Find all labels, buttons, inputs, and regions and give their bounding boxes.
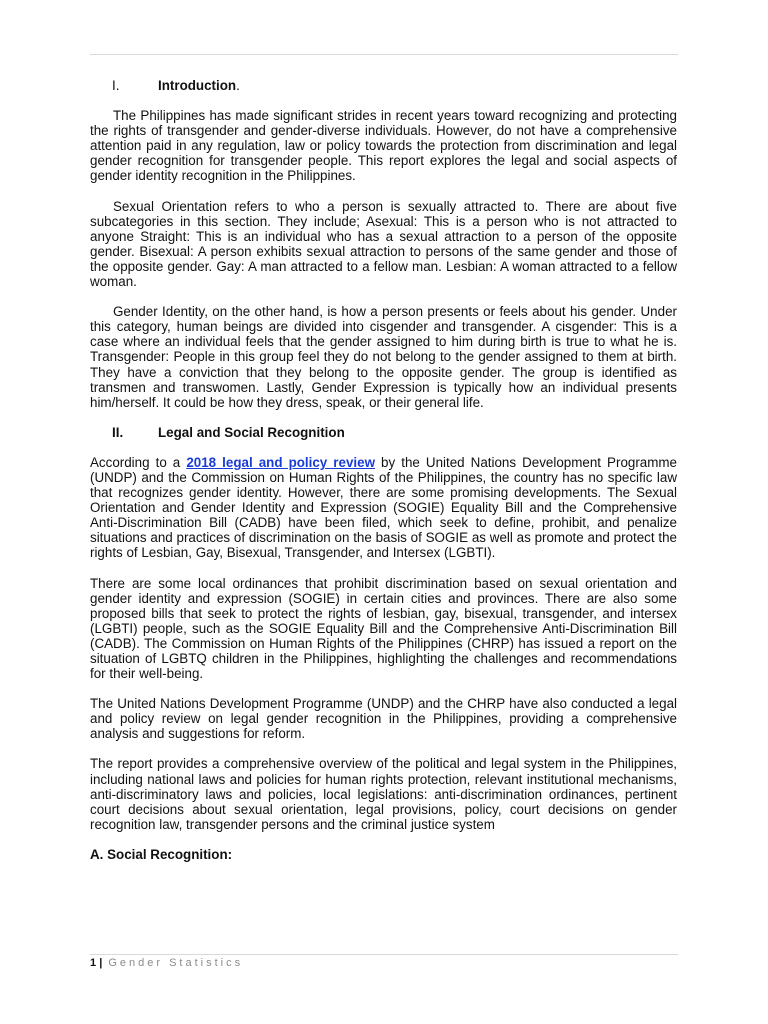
footer-rule: [90, 954, 678, 955]
section-number: II.: [112, 424, 124, 440]
paragraph: The United Nations Development Programme (UNDP) and the CHRP have also conducted a legal and policy review on legal gender recognition in the Philippines, providing a comprehensive analysis and suggestions for reform.: [90, 696, 677, 742]
paragraph: [90, 455, 677, 561]
section-title-suffix: .: [236, 78, 240, 93]
paragraph: The Philippines has made significant strides in recent years toward recognizing and protecting the rights of transgender and gender-diverse individuals. However, do not have a comprehensive attention paid in any regulation, law or policy towards the protection from discrimination and legal gender recognition for transgender people. This report explores the legal and social aspects of gender identity recognition in the Philippines.: [90, 108, 677, 184]
page-number: 1: [90, 957, 97, 969]
section-heading-legal-social: [90, 425, 677, 440]
paragraph-text: by the United Nations Development Programme (UNDP) and the Commission on Human Rights of the Philippines, the country has no specific law that recognizes gender identity. However, there are some promising developments. The Sexual Orientation and Gender Identity and Expression (SOGIE) Equality Bill and the Comprehensive Anti-Discrimination Bill (CADB) have been filed, which seek to define, prohibit, and penalize situations and practices of discrimination on the basis of SOGIE as well as promote and protect the rights of Lesbian, Gay, Bisexual, Transgender, and Intersex (LGBTI).: [90, 454, 677, 561]
paragraph: Sexual Orientation refers to who a person is sexually attracted to. There are about five subcategories in this section. They include; Asexual: This is a person who is not attracted to anyone Straight: This is an individual who has a sexual attraction to a person of the opposite gender. Bisexual: A person exhibits sexual attraction to persons of the same gender and those of the opposite gender. Gay: A man attracted to a fellow man. Lesbian: A woman attracted to a fellow woman.: [90, 198, 677, 290]
subsection-heading: A. Social Recognition:: [90, 846, 233, 862]
section-title: Legal and Social Recognition: [158, 424, 345, 440]
section-title: Introduction: [158, 78, 237, 93]
footer-text: Gender Statistics: [108, 957, 244, 969]
paragraph: Gender Identity, on the other hand, is how a person presents or feels about his gender. Under this category, human beings are divided into cisgender and transgender. A cisgender: This is a case where an individual feels that the gender assigned to him during birth is true to what he is. Transgender: People in this group feel they do not belong to the gender assigned to them at birth. They have a conviction that they belong to the opposite gender. The group is identified as transmen and transwomen. Lastly, Gender Expression is typically how an individual presents him/herself. It could be how they dress, speak, or their general life.: [90, 304, 677, 410]
page-footer: [90, 957, 243, 969]
header-rule: [90, 54, 678, 55]
section-number: I.: [112, 78, 120, 93]
paragraph: The report provides a comprehensive overview of the political and legal system in the Philippines, including national laws and policies for human rights protection, relevant institutional mechanisms, anti-discriminatory laws and policies, local legislations: anti-discrimination ordinances, pertinent court decisions about sexual orientation, legal provisions, policy, court decisions on gender recognition law, transgender persons and the criminal justice system: [90, 756, 677, 832]
paragraph: There are some local ordinances that prohibit discrimination based on sexual orientation and gender identity and expression (SOGIE) in certain cities and provinces. There are also some proposed bills that seek to protect the rights of lesbian, gay, bisexual, transgender, and intersex (LGBTI) people, such as the SOGIE Equality Bill and the Comprehensive Anti-Discrimination Bill (CADB). The Commission on Human Rights of the Philippines (CHRP) has issued a report on the situation of LGBTQ children in the Philippines, highlighting the challenges and recommendations for their well-being.: [90, 575, 677, 682]
section-heading-introduction: [90, 78, 677, 93]
footer-separator: |: [99, 957, 103, 969]
policy-review-link[interactable]: 2018 legal and policy review: [186, 454, 375, 470]
page-body: [90, 78, 677, 862]
paragraph-text: According to a: [90, 454, 187, 470]
